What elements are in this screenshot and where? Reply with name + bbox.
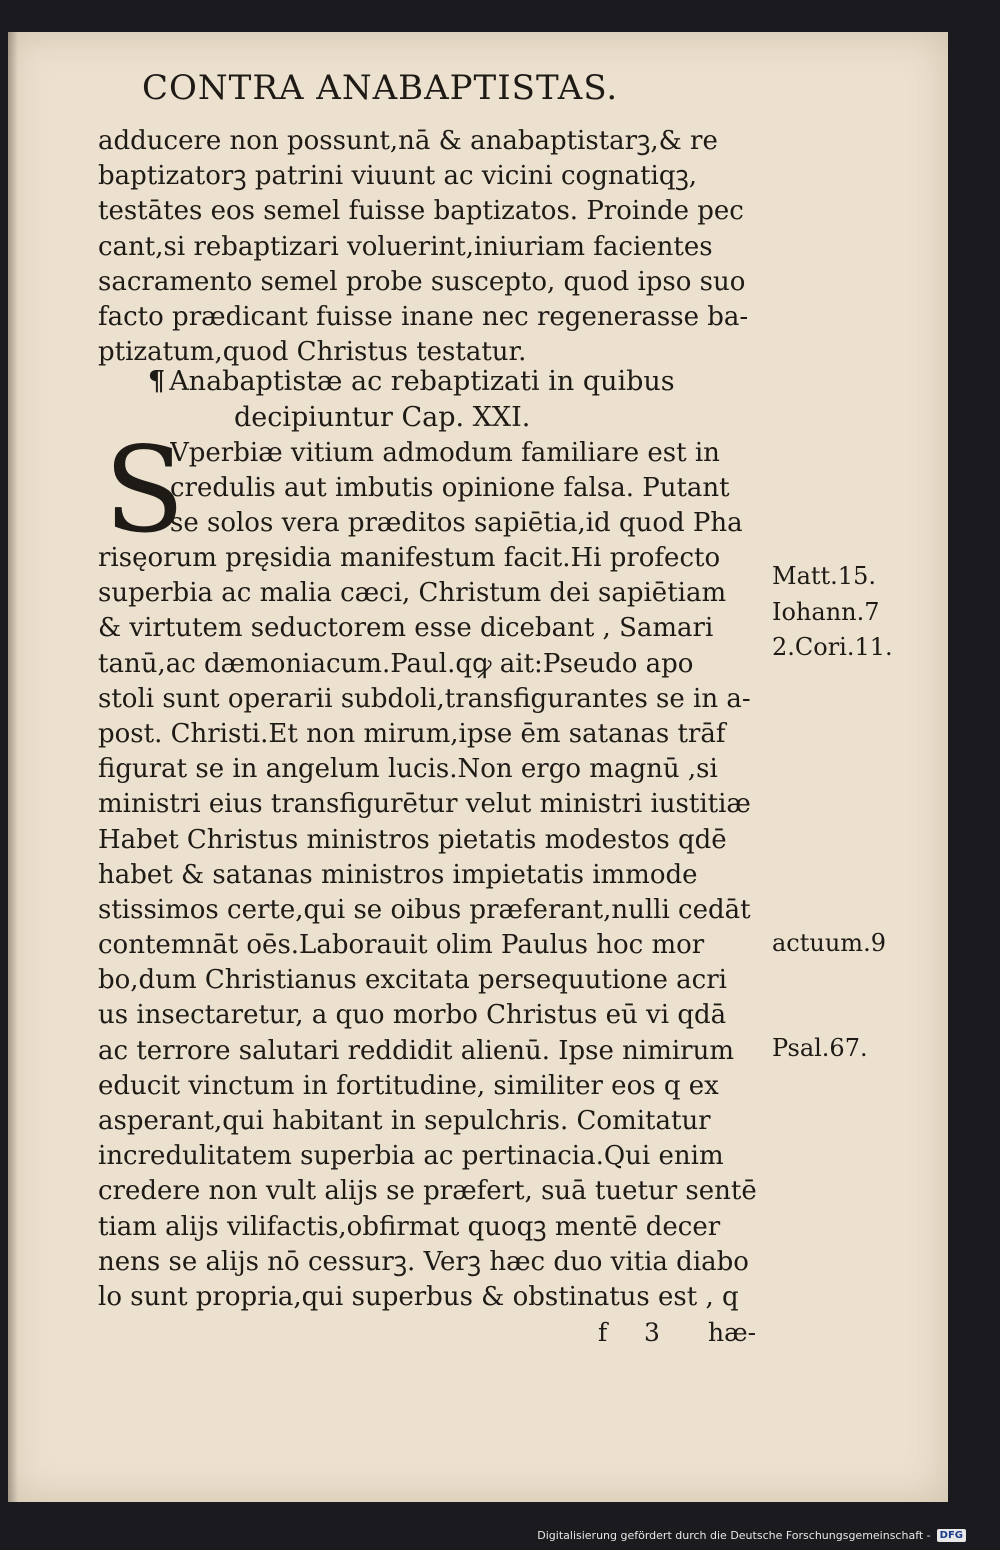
top-paragraph	[98, 124, 778, 370]
text-line: us insectaretur, a quo morbo Christus eū vi qdā	[98, 1000, 727, 1031]
text-line: credulis aut imbutis opinione falsa. Putant	[170, 473, 730, 504]
text-line: ministri eius transfigurētur velut ministri iustitiæ	[98, 789, 751, 820]
marginal-note-cori: 2.Cori.11.	[772, 633, 893, 661]
text-line: Vperbiæ vitium admodum familiare est in	[170, 438, 720, 468]
marginal-note-psal: Psal.67.	[772, 1034, 868, 1062]
book-page	[8, 32, 948, 1502]
dropcap-paragraph-lines	[170, 436, 790, 542]
digitization-footer	[537, 1529, 966, 1542]
main-paragraph	[98, 541, 778, 1315]
text-line: ptizatum,quod Christus testatur.	[98, 337, 527, 368]
heading-text: Anabaptistæ ac rebaptizati in quibus	[169, 366, 675, 397]
text-line: educit vinctum in fortitudine, similiter eos q ex	[98, 1070, 719, 1101]
text-line: stoli sunt operarii subdoli,transfigurantes se in a-	[98, 683, 751, 714]
text-line: figurat se in angelum lucis.Non ergo magnū ,si	[98, 754, 718, 785]
running-head: CONTRA ANABAPTISTAS.	[142, 68, 619, 108]
catchword: hæ-	[708, 1318, 757, 1347]
text-line: baptizatorꝫ patrini viuunt ac vicini cognatiqꝫ,	[98, 161, 698, 192]
text-line: habet & satanas ministros impietatis immode	[98, 859, 698, 890]
text-line: testātes eos semel fuisse baptizatos. Proinde pec	[98, 196, 744, 227]
text-line: & virtutem seductorem esse dicebant , Samari	[98, 613, 714, 644]
signature-mark: f	[598, 1318, 608, 1347]
pilcrow-icon: ¶	[148, 366, 166, 397]
text-line: tiam alijs vilifactis,obfirmat quoqꝫ mentē decer	[98, 1211, 721, 1242]
signature-number: 3	[644, 1318, 660, 1347]
dfg-logo-icon: DFG	[937, 1529, 966, 1542]
text-line: nens se alijs nō cessurꝫ. Verꝫ hæc duo vitia diabo	[98, 1246, 749, 1277]
text-line: adducere non possunt,nā & anabaptistarꝫ,& re	[98, 126, 718, 156]
text-line: se solos vera præditos sapiētia,id quod Pha	[170, 508, 743, 539]
text-line: credere non vult alijs se præfert, suā tuetur sentē	[98, 1176, 757, 1207]
text-line: post. Christi.Et non mirum,ipse ēm satanas trāf	[98, 718, 726, 749]
text-line: asperant,qui habitant in sepulchris. Comitatur	[98, 1106, 711, 1136]
marginal-note-actuum: actuum.9	[772, 929, 886, 957]
text-line: sacramento semel probe suscepto, quod ipso suo	[98, 266, 746, 297]
text-line: cant,si rebaptizari voluerint,iniuriam facientes	[98, 231, 713, 262]
text-line: lo sunt propria,qui superbus & obstinatus est , q	[98, 1281, 739, 1312]
text-line: superbia ac malia cæci, Christum dei sapiētiam	[98, 578, 727, 609]
chapter-heading	[148, 364, 768, 436]
chapter-heading-line-1	[148, 364, 768, 400]
text-line: risęorum pręsidia manifestum facit.Hi profecto	[98, 543, 721, 573]
text-line: contemnāt oēs.Laborauit olim Paulus hoc mor	[98, 930, 705, 961]
text-line: incredulitatem superbia ac pertinacia.Qui enim	[98, 1141, 724, 1172]
marginal-note-iohann: Iohann.7	[772, 598, 880, 626]
drop-cap-initial: S	[104, 421, 185, 559]
text-line: Habet Christus ministros pietatis modestos qdē	[98, 824, 727, 855]
chapter-heading-line-2: decipiuntur Cap. XXI.	[234, 402, 531, 433]
text-line: tanū,ac dæmoniacum.Paul.qꝙ ait:Pseudo apo	[98, 648, 694, 679]
footer-text: Digitalisierung gefördert durch die Deutsche Forschungsgemeinschaft -	[537, 1529, 931, 1542]
text-line: ac terrore salutari reddidit alienū. Ipse nimirum	[98, 1035, 735, 1066]
gutter-shadow	[8, 32, 18, 1502]
text-line: bo,dum Christianus excitata persequutione acri	[98, 965, 727, 996]
marginal-note-matt: Matt.15.	[772, 562, 876, 590]
text-line: stissimos certe,qui se oibus præferant,nulli cedāt	[98, 894, 751, 925]
text-line: facto prædicant fuisse inane nec regenerasse ba-	[98, 301, 749, 332]
